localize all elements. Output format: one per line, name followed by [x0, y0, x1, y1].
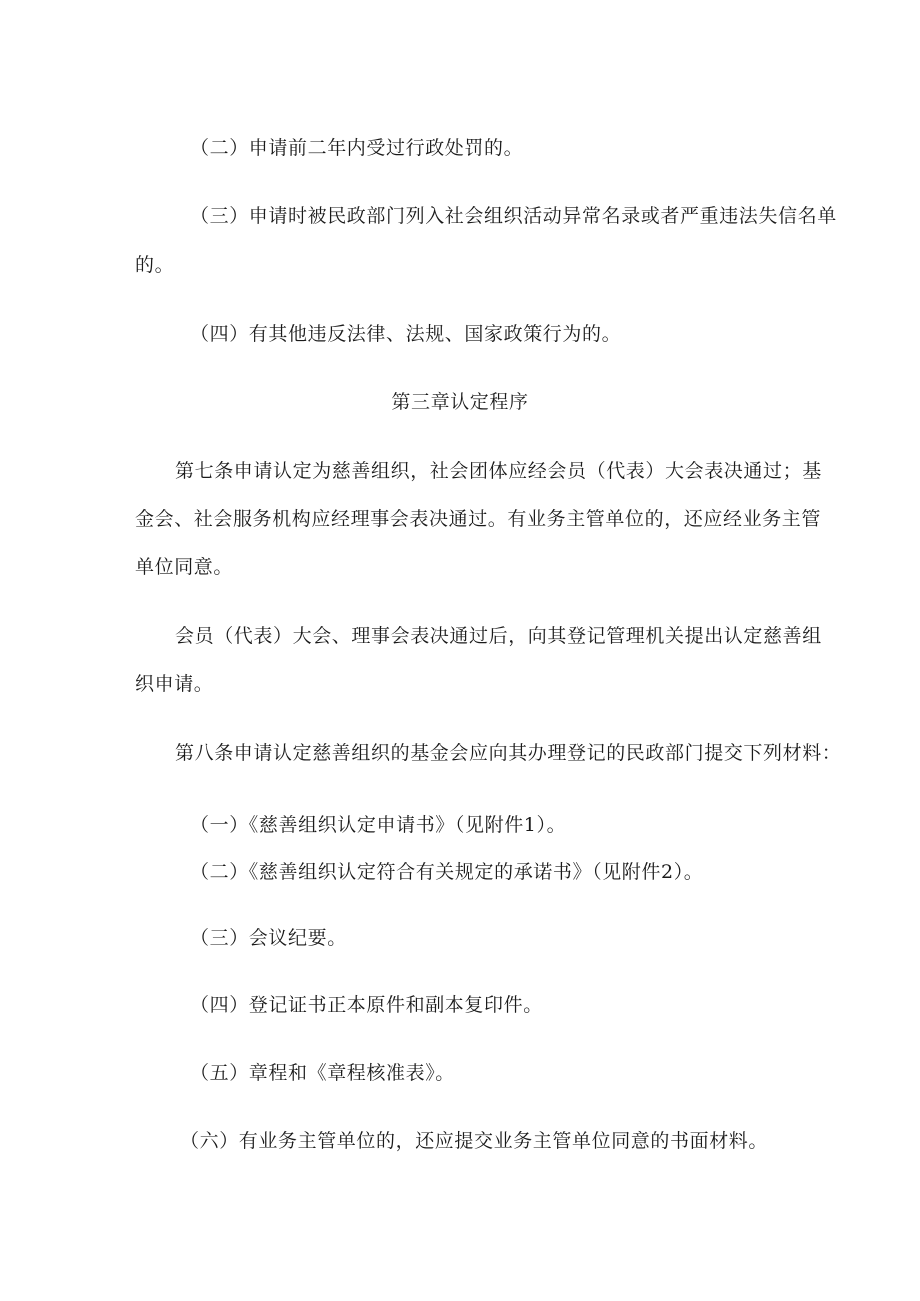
- material-3: （三）会议纪要。: [190, 927, 347, 949]
- item-3-abnormal-list: （三）申请时被民政部门列入社会组织活动异常名录或者严重违法失信名单: [190, 205, 837, 227]
- article-7-para-2-line-1: 会员（代表）大会、理事会表决通过后，向其登记管理机关提出认定慈善组: [175, 625, 822, 647]
- article-7-para-1-line-3: 单位同意。: [135, 556, 234, 578]
- material-4: （四）登记证书正本原件和副本复印件。: [190, 994, 543, 1016]
- chapter-heading: 第三章认定程序: [391, 391, 529, 413]
- item-4-violations: （四）有其他违反法律、法规、国家政策行为的。: [190, 323, 622, 345]
- article-7-para-2-line-2: 织申请。: [135, 673, 214, 695]
- material-6: （六）有业务主管单位的，还应提交业务主管单位同意的书面材料。: [180, 1130, 769, 1152]
- article-8-intro: 第八条申请认定慈善组织的基金会应向其办理登记的民政部门提交下列材料：: [175, 742, 842, 764]
- material-1: （一）《慈善组织认定申请书》（见附件1）。: [190, 814, 567, 836]
- article-7-para-1-line-1: 第七条申请认定为慈善组织，社会团体应经会员（代表）大会表决通过；基: [175, 460, 822, 482]
- article-7-para-1-line-2: 金会、社会服务机构应经理事会表决通过。有业务主管单位的，还应经业务主管: [135, 508, 822, 530]
- material-2: （二）《慈善组织认定符合有关规定的承诺书》（见附件2）。: [190, 861, 704, 883]
- item-3-abnormal-list-continued: 的。: [135, 254, 175, 276]
- item-2-penalty: （二）申请前二年内受过行政处罚的。: [190, 137, 524, 159]
- material-5: （五）章程和《章程核准表》。: [190, 1062, 455, 1084]
